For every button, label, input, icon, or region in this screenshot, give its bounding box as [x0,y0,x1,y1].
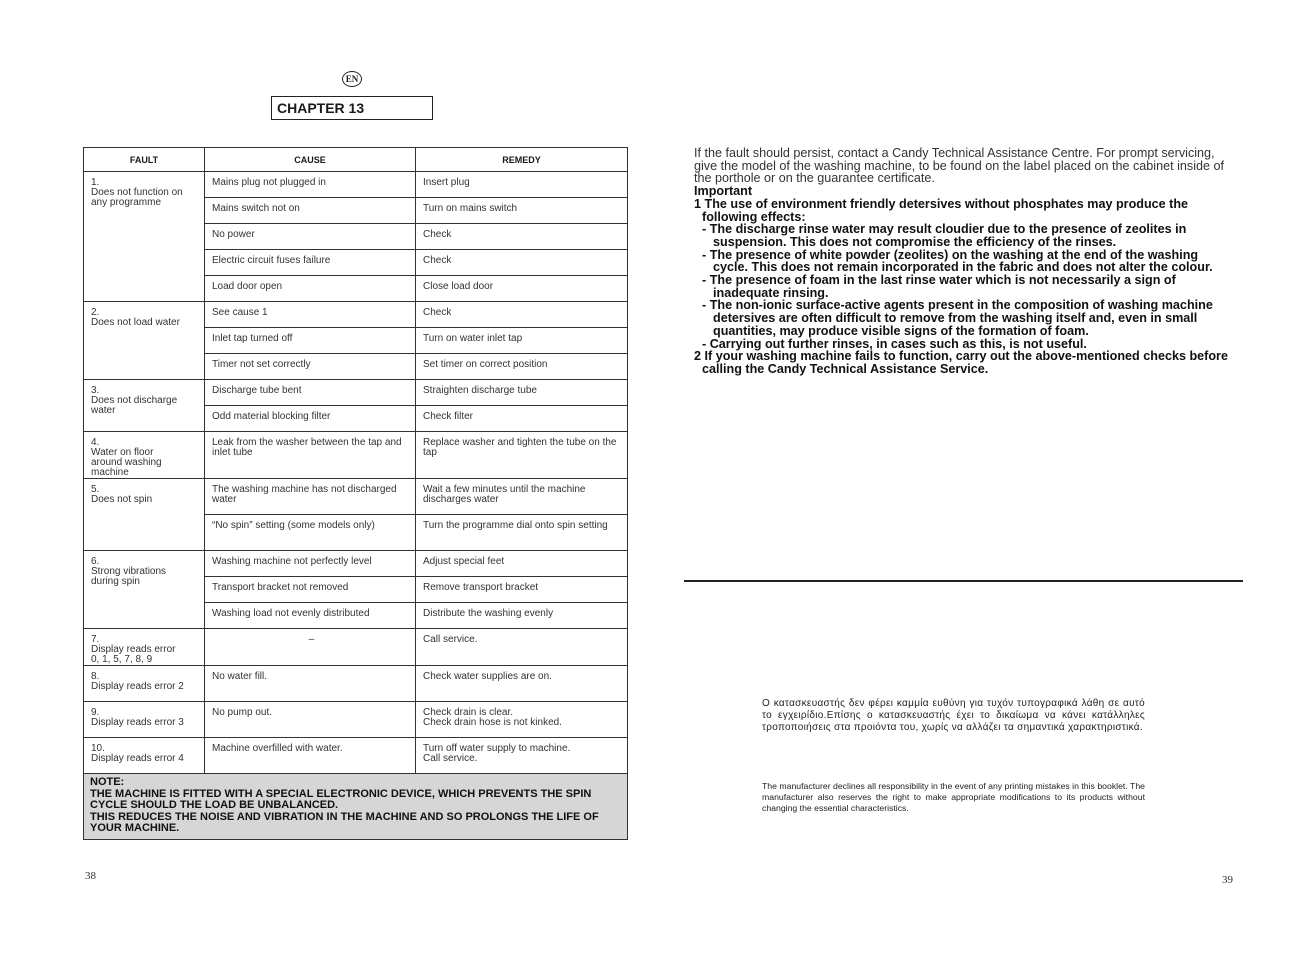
troubleshooting-table [83,147,628,840]
cause-cell: See cause 1 [205,302,416,328]
remedy-cell: Straighten discharge tube [416,380,628,406]
fault-cell [84,551,205,629]
cause-cell: Timer not set correctly [205,354,416,380]
effect-bullet: - Carrying out further rinses, in cases such as this, is not useful. [702,336,1087,351]
note-box: NOTE: THE MACHINE IS FITTED WITH A SPECIAL ELECTRONIC DEVICE, WHICH PREVENTS THE SPIN CYCLE SHOULD THE LOAD BE UNBALANCED. THIS REDUCES THE NOISE AND VIBRATION IN THE MACHINE AND SO PROLONGS THE LIFE OF YOUR MACHINE. [84,774,628,840]
fault-number: 1. [91,177,100,188]
divider-line [684,580,1243,582]
remedy-cell: Turn the programme dial onto spin setting [416,515,628,551]
fault-text: Does not discharge water [91,395,178,416]
remedy-cell: Call service. [416,629,628,666]
cause-cell: Electric circuit fuses failure [205,250,416,276]
column-header-remedy: REMEDY [416,148,628,172]
fault-cell [84,302,205,380]
effect-bullet: - The presence of foam in the last rinse water which is not necessarily a sign of inadequate rinsing. [702,273,1176,300]
fault-number: 7. [91,634,100,645]
greek-disclaimer: Ο κατασκευαστής δεν φέρει καμμία ευθύνη για τυχόν τυπογραφικά λάθη σε αυτό το εγχειρίδιο.Επίσης ο κατασκευαστής έχει το δικαίωμα να κάνει κατάλληλες τροποποιήσεις στα προιόντα του, χωρίς να αλλάζει τα σημαντικά χαρακτηριστικά. [762,698,1145,733]
fault-text: Does not spin [91,494,153,505]
column-header-fault: FAULT [84,148,205,172]
right-page-text [694,147,1234,376]
important-item-1: 1 The use of environment friendly detersives without phosphates may produce the following effects: [694,196,1189,224]
table-row [84,302,628,328]
remedy-cell: Set timer on correct position [416,354,628,380]
remedy-cell: Check water supplies are on. [416,666,628,702]
fault-cell [84,479,205,551]
table-row [84,738,628,774]
remedy-cell: Check filter [416,406,628,432]
effect-bullet: - The non-ionic surface-active agents present in the composition of washing machine detersives are often difficult to remove from the washing itself and, even in small quantities, may produce visible signs of the formation of foam. [702,298,1213,338]
table-row [84,666,628,702]
fault-number: 4. [91,437,100,448]
table-row [84,702,628,738]
fault-number: 9. [91,707,100,718]
remedy-cell: Check [416,250,628,276]
cause-cell: No water fill. [205,666,416,702]
fault-cell [84,629,205,666]
table-row [84,172,628,198]
cause-cell: Machine overfilled with water. [205,738,416,774]
table-row [84,551,628,577]
fault-text: Strong vibrations during spin [91,566,167,587]
table-row [84,380,628,406]
remedy-cell: Turn on mains switch [416,198,628,224]
fault-number: 10. [91,743,105,754]
cause-cell: The washing machine has not discharged water [205,479,416,515]
fault-number: 2. [91,307,100,318]
cause-cell: Washing machine not perfectly level [205,551,416,577]
remedy-cell: Insert plug [416,172,628,198]
cause-cell: – [205,629,416,666]
cause-cell: No pump out. [205,702,416,738]
remedy-cell: Turn off water supply to machine. Call service. [416,738,628,774]
remedy-cell: Replace washer and tighten the tube on the tap [416,432,628,479]
fault-number: 5. [91,484,100,495]
page-number-right: 39 [1222,874,1233,886]
fault-text: Display reads error 4 [91,753,184,764]
remedy-cell: Close load door [416,276,628,302]
fault-number: 3. [91,385,100,396]
cause-cell: Mains plug not plugged in [205,172,416,198]
important-heading: Important [694,184,753,199]
cause-cell: Mains switch not on [205,198,416,224]
cause-cell: Discharge tube bent [205,380,416,406]
fault-text: Display reads error 2 [91,681,184,692]
cause-cell: Transport bracket not removed [205,577,416,603]
cause-cell: Odd material blocking filter [205,406,416,432]
cause-cell: Load door open [205,276,416,302]
remedy-cell: Check [416,224,628,250]
effect-bullet: - The discharge rinse water may result cloudier due to the presence of zeolites in suspension. This does not compromise the efficiency of the rinses. [702,222,1187,249]
page-number-left: 38 [85,870,96,882]
fault-text: Display reads error 0, 1, 5, 7, 8, 9 [91,644,176,665]
intro-paragraph: If the fault should persist, contact a Candy Technical Assistance Centre. For prompt servicing, give the model of the washing machine, to be found on the label placed on the cabinet inside of the porthole or on the guarantee certificate. [694,146,1225,186]
remedy-cell: Wait a few minutes until the machine discharges water [416,479,628,515]
fault-text: Display reads error 3 [91,717,184,728]
table-row [84,432,628,479]
fault-cell [84,380,205,432]
column-header-cause: CAUSE [205,148,416,172]
cause-cell: Inlet tap turned off [205,328,416,354]
fault-number: 8. [91,671,100,682]
remedy-cell: Check [416,302,628,328]
table-row [84,479,628,515]
fault-cell [84,432,205,479]
remedy-cell: Remove transport bracket [416,577,628,603]
cause-cell: Washing load not evenly distributed [205,603,416,629]
remedy-cell: Turn on water inlet tap [416,328,628,354]
important-item-2: 2 If your washing machine fails to function, carry out the above-mentioned checks before calling the Candy Technical Assistance Service. [694,349,1228,376]
language-badge: EN [342,71,362,87]
fault-text: Does not load water [91,317,180,328]
cause-cell: “No spin” setting (some models only) [205,515,416,551]
table-row [84,629,628,666]
remedy-cell: Adjust special feet [416,551,628,577]
english-disclaimer: The manufacturer declines all responsibility in the event of any printing mistakes in this booklet. The manufacturer also reserves the right to make appropriate modifications to its products without changing the essential characteristics. [762,781,1145,813]
fault-text: Does not function on any programme [91,187,183,208]
cause-cell: Leak from the washer between the tap and inlet tube [205,432,416,479]
fault-cell [84,702,205,738]
cause-cell: No power [205,224,416,250]
fault-number: 6. [91,556,100,567]
chapter-title: CHAPTER 13 [271,96,433,120]
remedy-cell: Check drain is clear. Check drain hose is not kinked. [416,702,628,738]
fault-cell [84,738,205,774]
fault-text: Water on floor around washing machine [91,447,162,478]
effect-bullet: - The presence of white powder (zeolites) on the washing at the end of the washing cycle. This does not remain incorporated in the fabric and does not alter the colour. [702,247,1213,275]
fault-cell [84,666,205,702]
remedy-cell: Distribute the washing evenly [416,603,628,629]
fault-cell [84,172,205,302]
